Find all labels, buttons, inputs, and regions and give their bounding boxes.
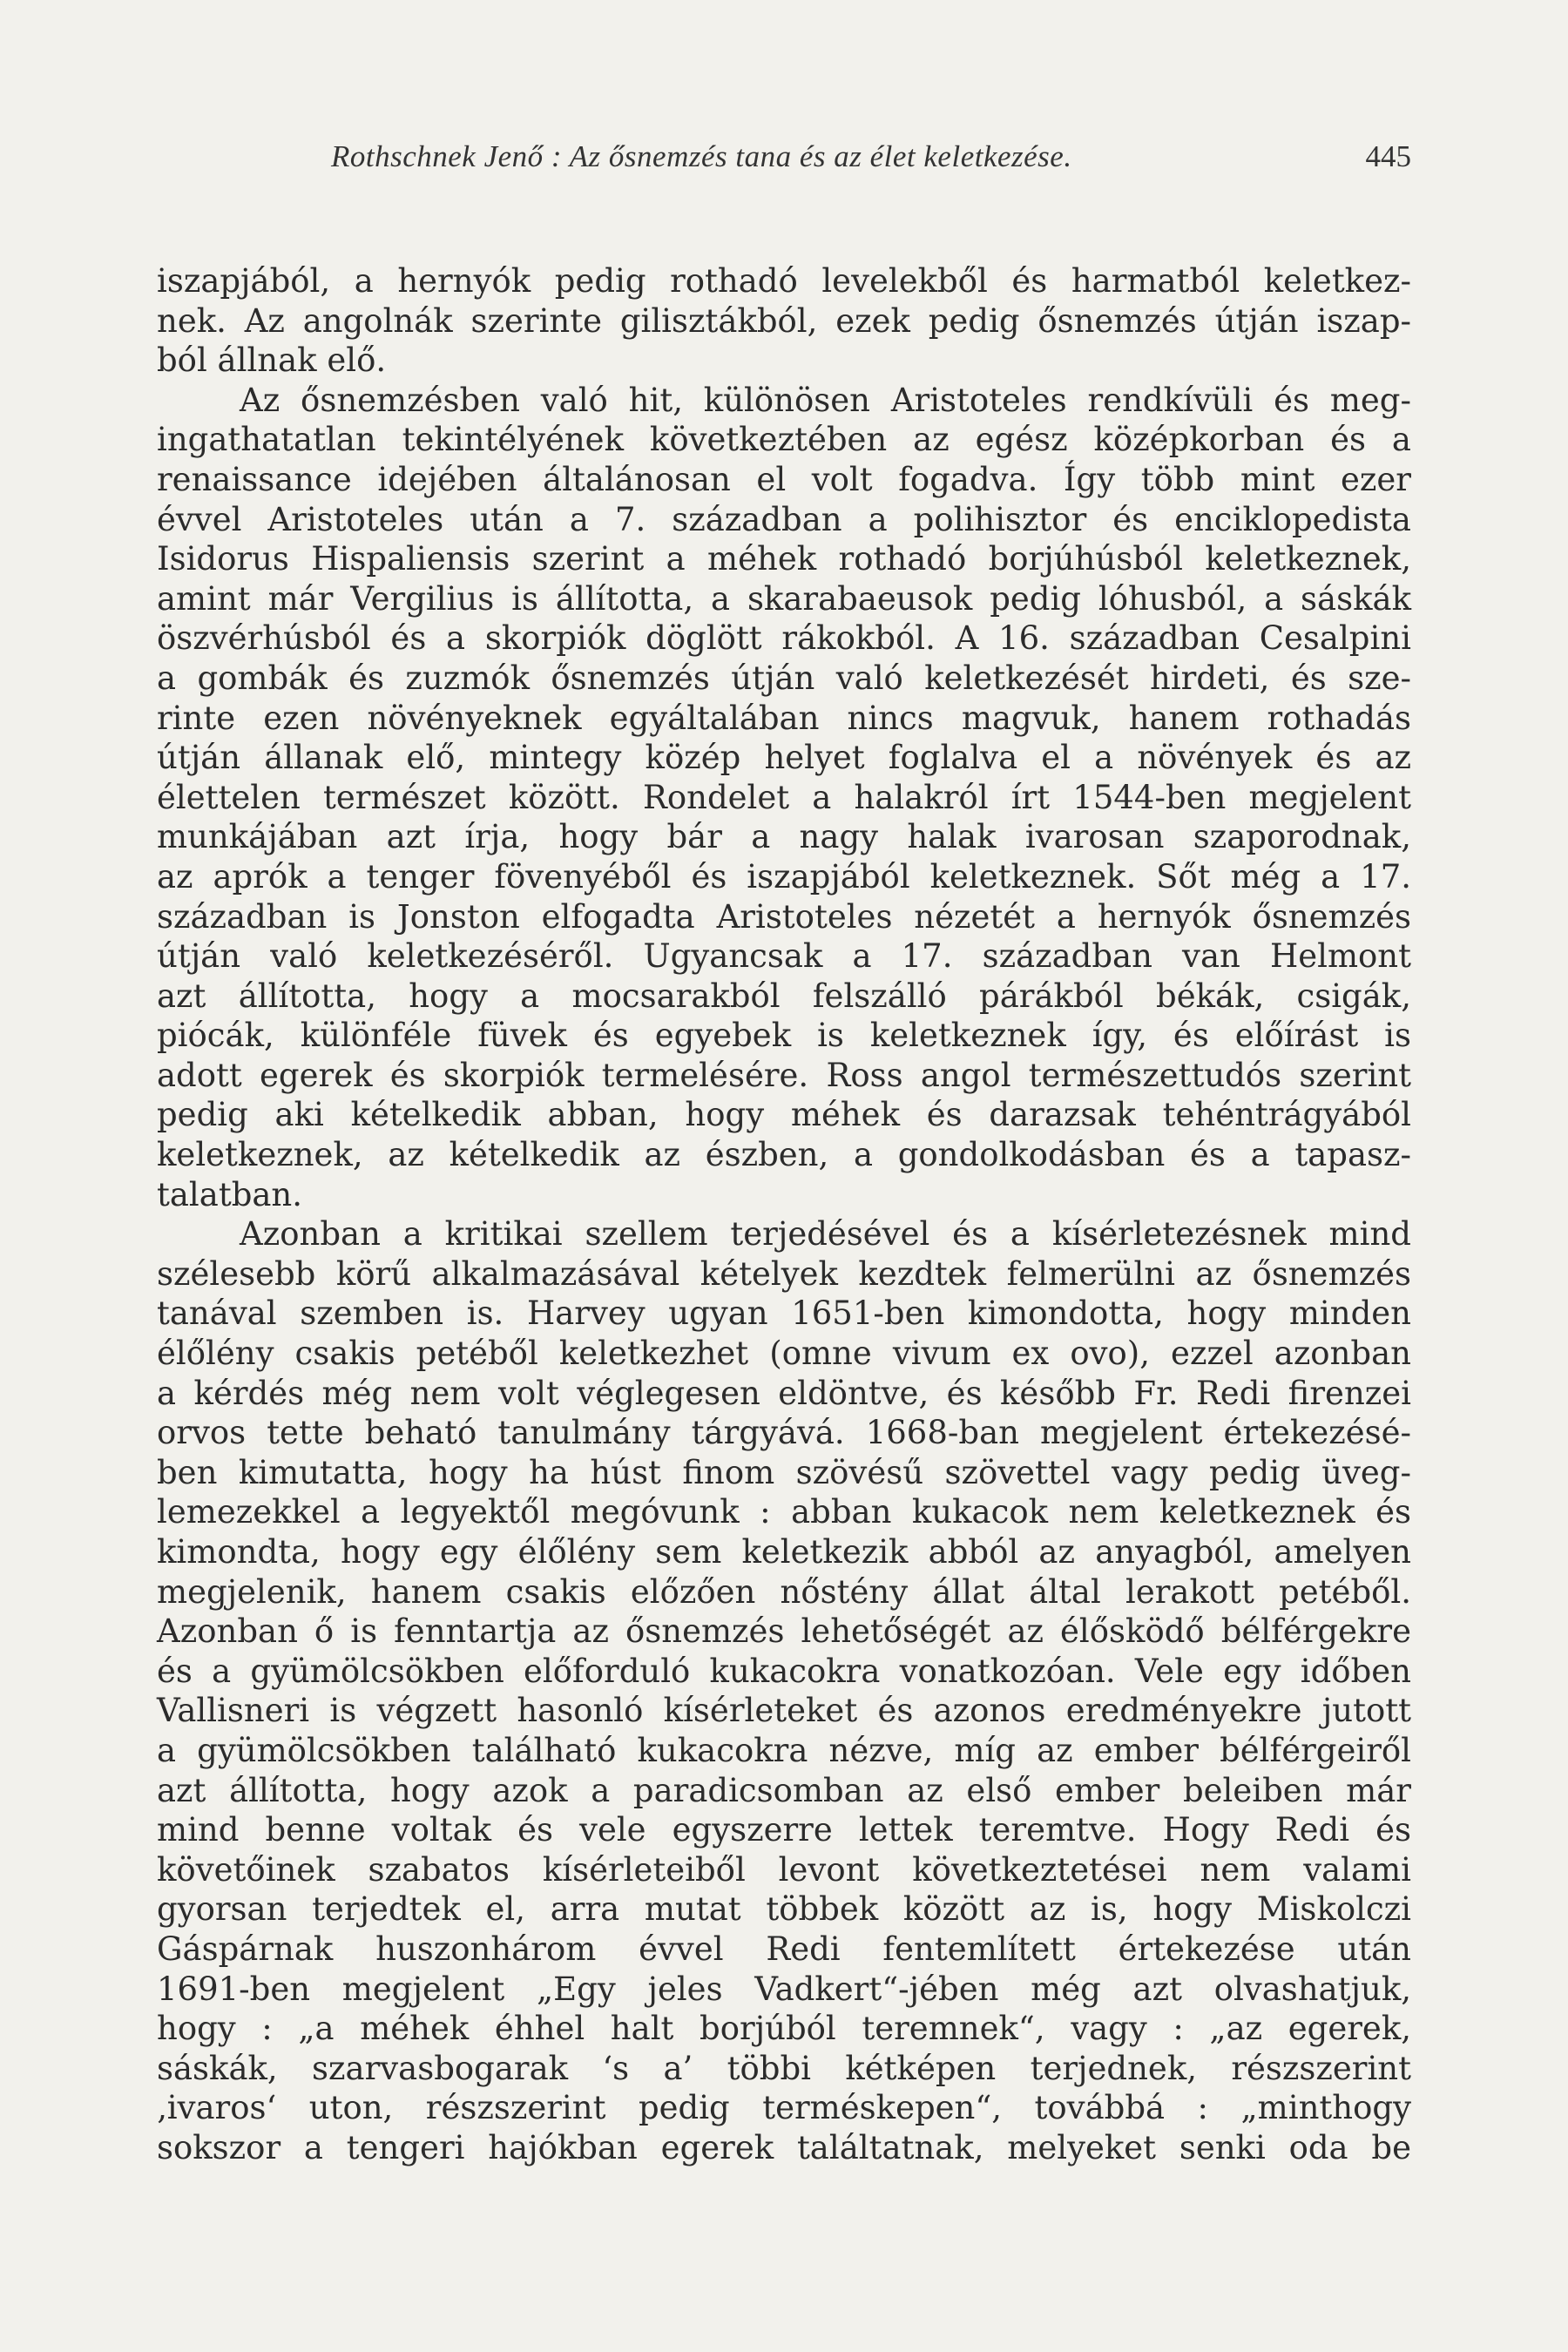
text-line: Isidorus Hispaliensis szerint a méhek rothadó borjúhúsból keletkeznek,: [157, 540, 1411, 578]
text-line: Az ősnemzésben való hit, különösen Aristoteles rendkívüli és meg-: [240, 381, 1411, 419]
text-line: élettelen természet között. Rondelet a halakról írt 1544-ben megjelent: [157, 778, 1411, 816]
text-line: azt állította, hogy azok a paradicsomban az első ember beleiben már: [157, 1771, 1411, 1809]
text-line: öszvérhúsból és a skorpiók döglött rákokból. A 16. században Cesalpini: [157, 619, 1411, 658]
text-line: amint már Vergilius is állította, a skarabaeusok pedig lóhusból, a sáskák: [157, 579, 1411, 618]
text-line: Azonban a kritikai szellem terjedésével és a kísérletezésnek mind: [240, 1215, 1411, 1254]
text-line: Azonban ő is fenntartja az ősnemzés lehetőségét az élősködő bélférgekre: [157, 1612, 1411, 1651]
text-line: piócák, különféle füvek és egyebek is keletkeznek így, és előírást is: [157, 1017, 1411, 1055]
running-head: Rothschnek Jenő : Az ősnemzés tana és az élet keletkezése.: [331, 139, 1072, 173]
text-line: követőinek szabatos kísérleteiből levont következtetései nem valami: [157, 1850, 1411, 1889]
text-line: sáskák, szarvasbogarak ‘s a’ többi kétképen terjednek, részszerint: [157, 2049, 1411, 2087]
text-line: kimondta, hogy egy élőlény sem keletkezik abból az anyagból, amelyen: [157, 1533, 1411, 1571]
text-line: évvel Aristoteles után a 7. században a polihisztor és enciklopedista: [157, 500, 1411, 538]
body-text: [157, 261, 1411, 2168]
text-line: iszapjából, a hernyók pedig rothadó levelekből és harmatból keletkez-: [157, 262, 1411, 300]
text-line: században is Jonston elfogadta Aristoteles nézetét a hernyók ősnemzés: [157, 897, 1411, 936]
text-line: rinte ezen növényeknek egyáltalában nincs magvuk, hanem rothadás: [157, 699, 1411, 737]
text-line: keletkeznek, az kételkedik az észben, a gondolkodásban és a tapasz-: [157, 1136, 1411, 1174]
text-line: azt állította, hogy a mocsarakból felszálló párákból békák, csigák,: [157, 977, 1411, 1015]
text-line: útján való keletkezéséről. Ugyancsak a 17. században van Helmont: [157, 937, 1411, 976]
text-line: gyorsan terjedtek el, arra mutat többek között az is, hogy Miskolczi: [157, 1890, 1411, 1929]
text-line: és a gyümölcsökben előforduló kukacokra vonatkozóan. Vele egy időben: [157, 1652, 1411, 1690]
text-line: 1691-ben megjelent „Egy jeles Vadkert“-jében még azt olvashatjuk,: [157, 1970, 1411, 2008]
text-line: sokszor a tengeri hajókban egerek találtatnak, melyeket senki oda be: [157, 2128, 1411, 2166]
text-line: élőlény csakis petéből keletkezhet (omne vivum ex ovo), ezzel azonban: [157, 1335, 1411, 1373]
text-line: lemezekkel a legyektől megóvunk : abban kukacok nem keletkeznek és: [157, 1493, 1411, 1531]
text-line: hogy : „a méhek éhhel halt borjúból teremnek“, vagy : „az egerek,: [157, 2010, 1411, 2048]
text-line: a kérdés még nem volt véglegesen eldöntve, és később Fr. Redi firenzei: [157, 1374, 1411, 1412]
text-line: munkájában azt írja, hogy bár a nagy halak ivarosan szaporodnak,: [157, 818, 1411, 856]
text-line: adott egerek és skorpiók termelésére. Ross angol természettudós szerint: [157, 1056, 1411, 1094]
text-line: a gombák és zuzmók ősnemzés útján való keletkezését hirdeti, és sze-: [157, 659, 1411, 697]
text-line: pedig aki kételkedik abban, hogy méhek és darazsak tehéntrágyából: [157, 1096, 1411, 1134]
text-line: tanával szemben is. Harvey ugyan 1651-ben kimondotta, hogy minden: [157, 1294, 1411, 1333]
text-line: talatban.: [157, 1175, 303, 1213]
text-line: ‚ivaros‘ uton, részszerint pedig terméskepen“, továbbá : „minthogy: [157, 2089, 1411, 2127]
text-line: az aprók a tenger fövenyéből és iszapjából keletkeznek. Sőt még a 17.: [157, 857, 1411, 896]
text-line: ingathatatlan tekintélyének következtében az egész középkorban és a: [157, 421, 1411, 459]
text-line: mind benne voltak és vele egyszerre lettek teremtve. Hogy Redi és: [157, 1811, 1411, 1849]
text-line: renaissance idejében általánosan el volt fogadva. Így több mint ezer: [157, 460, 1411, 498]
text-line: orvos tette beható tanulmány tárgyává. 1668-ban megjelent értekezésé-: [157, 1414, 1411, 1452]
text-line: megjelenik, hanem csakis előzően nőstény állat által lerakott petéből.: [157, 1572, 1411, 1611]
text-line: nek. Az angolnák szerinte gilisztákból, ezek pedig ősnemzés útján iszap-: [157, 301, 1411, 340]
text-line: Vallisneri is végzett hasonló kísérleteket és azonos eredményekre jutott: [157, 1692, 1411, 1730]
text-line: szélesebb körű alkalmazásával kételyek kezdtek felmerülni az ősnemzés: [157, 1254, 1411, 1293]
page-header: [157, 139, 1411, 183]
text-line: Gáspárnak huszonhárom évvel Redi fentemlített értekezése után: [157, 1930, 1411, 1968]
text-line: a gyümölcsökben található kukacokra nézve, míg az ember bélférgeiről: [157, 1731, 1411, 1769]
text-line: ból állnak elő.: [157, 341, 387, 380]
page-number: 445: [1365, 139, 1411, 173]
text-line: ben kimutatta, hogy ha húst finom szövésű szövettel vagy pedig üveg-: [157, 1453, 1411, 1491]
text-line: útján állanak elő, mintegy közép helyet foglalva el a növények és az: [157, 739, 1411, 777]
